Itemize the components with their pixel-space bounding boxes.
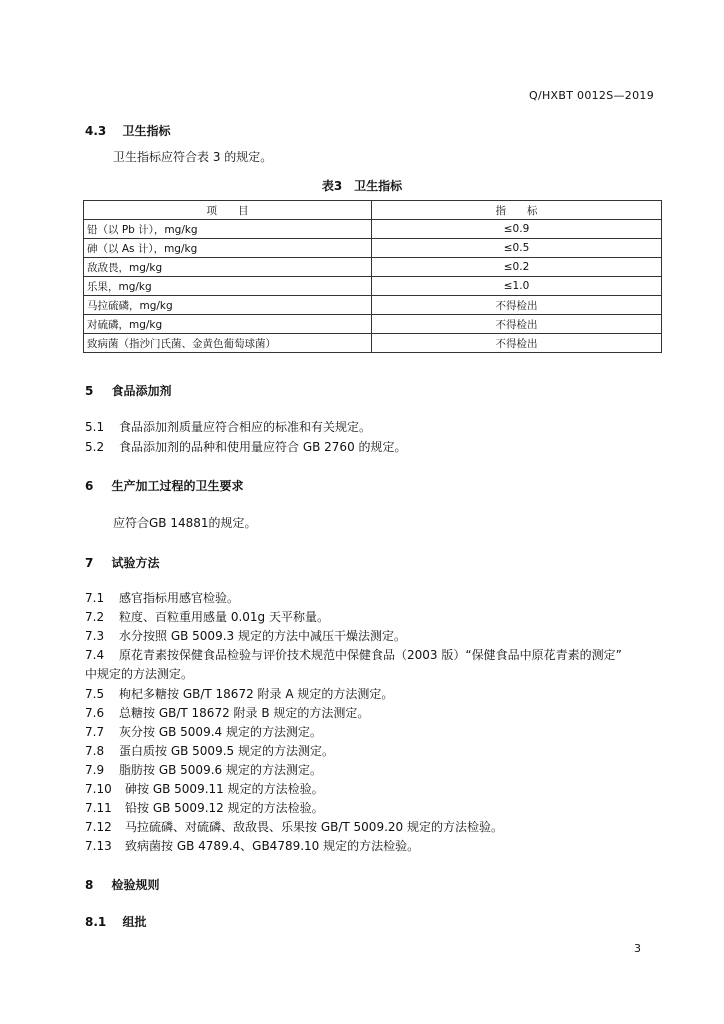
page-number: 3 xyxy=(634,942,641,955)
clause-text: 砷按 GB 5009.11 规定的方法检验。 xyxy=(125,782,324,796)
clause-number: 7.9 xyxy=(85,763,105,777)
section-title: 生产加工过程的卫生要求 xyxy=(111,479,244,493)
clause-5-1 xyxy=(85,418,371,435)
clause-number: 7.12 xyxy=(85,820,112,834)
clause-text: 铅按 GB 5009.12 规定的方法检验。 xyxy=(125,801,324,815)
section-title: 组批 xyxy=(122,915,147,929)
table-row xyxy=(84,334,662,353)
row-item: 对硫磷，mg/kg xyxy=(84,315,372,334)
clause-number: 7.13 xyxy=(85,839,112,853)
row-item: 乐果，mg/kg xyxy=(84,277,372,296)
row-item: 敌敌畏，mg/kg xyxy=(84,258,372,277)
section-number: 7 xyxy=(85,556,94,570)
clause-7-3 xyxy=(85,627,406,644)
clause-number: 5.1 xyxy=(85,420,105,434)
clause-number: 7.8 xyxy=(85,744,105,758)
clause-number: 7.3 xyxy=(85,629,105,643)
clause-7-4 xyxy=(85,646,622,663)
clause-text: 致病菌按 GB 4789.4、GB4789.10 规定的方法检验。 xyxy=(125,839,420,853)
clause-7-7 xyxy=(85,723,322,740)
clause-number: 7.11 xyxy=(85,801,112,815)
row-item: 致病菌（指沙门氏菌、金黄色葡萄球菌） xyxy=(84,334,372,353)
clause-7-10 xyxy=(85,780,324,797)
clause-text: 食品添加剂的品种和使用量应符合 GB 2760 的规定。 xyxy=(119,440,407,454)
document-code: Q/HXBT 0012S—2019 xyxy=(528,89,654,102)
section-number: 6 xyxy=(85,479,94,493)
clause-text: 蛋白质按 GB 5009.5 规定的方法测定。 xyxy=(119,744,334,758)
clause-7-4-continued: 中规定的方法测定。 xyxy=(85,667,194,681)
hygiene-indicator-table xyxy=(83,200,662,353)
section-8-heading xyxy=(85,876,160,893)
section-6-text: 应符合GB 14881的规定。 xyxy=(113,516,257,530)
clause-number: 7.7 xyxy=(85,725,105,739)
row-item: 铅（以 Pb 计），mg/kg xyxy=(84,220,372,239)
row-value: ≤0.2 xyxy=(372,258,662,277)
table-row xyxy=(84,296,662,315)
clause-number: 7.4 xyxy=(85,648,105,662)
table-row xyxy=(84,239,662,258)
clause-7-9 xyxy=(85,761,322,778)
clause-7-11 xyxy=(85,799,324,816)
clause-number: 7.5 xyxy=(85,687,105,701)
clause-7-1 xyxy=(85,589,239,606)
section-title: 检验规则 xyxy=(111,878,160,892)
table-row xyxy=(84,258,662,277)
column-header-indicator: 指 标 xyxy=(372,201,662,220)
clause-text: 马拉硫磷、对硫磷、敌敌畏、乐果按 GB/T 5009.20 规定的方法检验。 xyxy=(125,820,503,834)
clause-text: 粒度、百粒重用感量 0.01g 天平称量。 xyxy=(119,610,329,624)
clause-text: 水分按照 GB 5009.3 规定的方法中减压干燥法测定。 xyxy=(119,629,406,643)
clause-number: 5.2 xyxy=(85,440,105,454)
clause-7-13 xyxy=(85,837,419,854)
row-value: ≤0.5 xyxy=(372,239,662,258)
table-row xyxy=(84,220,662,239)
row-value: 不得检出 xyxy=(372,315,662,334)
row-value: 不得检出 xyxy=(372,296,662,315)
section-4-3-text: 卫生指标应符合表 3 的规定。 xyxy=(113,150,273,164)
clause-number: 7.1 xyxy=(85,591,105,605)
row-value: ≤1.0 xyxy=(372,277,662,296)
clause-number: 7.2 xyxy=(85,610,105,624)
row-item: 马拉硫磷，mg/kg xyxy=(84,296,372,315)
clause-text: 感官指标用感官检验。 xyxy=(119,591,240,605)
section-8-1-heading xyxy=(85,913,146,930)
row-value: 不得检出 xyxy=(372,334,662,353)
section-number: 5 xyxy=(85,384,94,398)
clause-text: 原花青素按保健食品检验与评价技术规范中保健食品（2003 版）“保健食品中原花青素的测定” xyxy=(119,648,622,662)
section-number: 8 xyxy=(85,878,94,892)
clause-7-2 xyxy=(85,608,329,625)
clause-text: 灰分按 GB 5009.4 规定的方法测定。 xyxy=(119,725,322,739)
section-5-heading xyxy=(85,382,172,399)
row-item: 砷（以 As 计），mg/kg xyxy=(84,239,372,258)
section-6-heading xyxy=(85,477,244,494)
row-value: ≤0.9 xyxy=(372,220,662,239)
clause-7-5 xyxy=(85,685,393,702)
section-7-heading xyxy=(85,554,160,571)
clause-number: 7.6 xyxy=(85,706,105,720)
table-header-row xyxy=(84,201,662,220)
clause-7-12 xyxy=(85,818,503,835)
clause-text: 脂肪按 GB 5009.6 规定的方法测定。 xyxy=(119,763,322,777)
section-4-3-heading xyxy=(85,122,170,139)
clause-text: 枸杞多糖按 GB/T 18672 附录 A 规定的方法测定。 xyxy=(119,687,394,701)
column-header-item: 项 目 xyxy=(84,201,372,220)
clause-text: 总糖按 GB/T 18672 附录 B 规定的方法测定。 xyxy=(119,706,370,720)
table-row xyxy=(84,315,662,334)
section-title: 食品添加剂 xyxy=(111,384,172,398)
clause-number: 7.10 xyxy=(85,782,112,796)
clause-5-2 xyxy=(85,438,407,455)
table-caption: 表3 卫生指标 xyxy=(321,179,403,193)
clause-7-6 xyxy=(85,704,369,721)
table-row xyxy=(84,277,662,296)
section-number: 8.1 xyxy=(85,915,107,929)
section-title: 试验方法 xyxy=(111,556,160,570)
section-title: 卫生指标 xyxy=(122,124,171,138)
clause-text: 食品添加剂质量应符合相应的标准和有关规定。 xyxy=(119,420,372,434)
clause-7-8 xyxy=(85,742,334,759)
section-number: 4.3 xyxy=(85,124,107,138)
